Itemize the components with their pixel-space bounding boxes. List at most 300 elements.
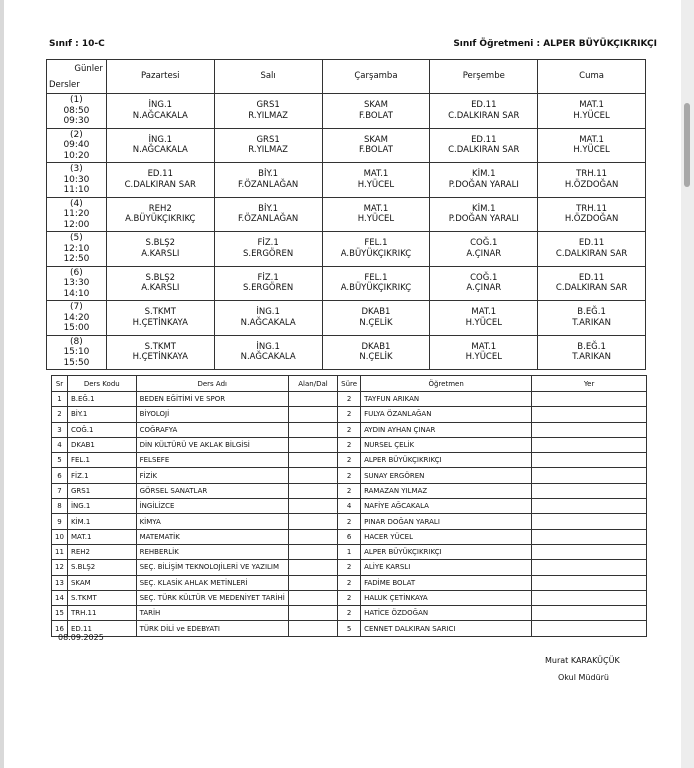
principal-name: Murat KARAKÜÇÜK	[545, 656, 620, 665]
lesson-cell	[538, 163, 646, 198]
schedule-row	[47, 94, 646, 129]
lesson-cell	[430, 335, 538, 370]
course-sr: 13	[52, 575, 68, 590]
lesson-cell	[538, 335, 646, 370]
course-name: BİYOLOJİ	[136, 407, 288, 422]
day-header-tuesday: Salı	[214, 60, 322, 94]
lesson-code: SKAM	[363, 134, 388, 145]
lesson-cell	[106, 301, 214, 336]
lesson-teacher: N.ÇELİK	[359, 317, 393, 328]
period-cell	[47, 197, 107, 232]
schedule-row	[47, 335, 646, 370]
lesson-cell	[322, 301, 430, 336]
course-name: BEDEN EĞİTİMİ VE SPOR	[136, 392, 288, 407]
period-number: (3)	[70, 164, 83, 174]
period-end: 09:30	[63, 116, 90, 126]
course-hours: 2	[338, 590, 361, 605]
table-row	[52, 392, 647, 407]
lesson-teacher: A.BÜYÜKÇIKRIKÇ	[125, 214, 196, 225]
course-teacher: CENNET DALKIRAN SARICI	[361, 621, 532, 636]
course-code: TRH.11	[67, 606, 136, 621]
schedule-row	[47, 301, 646, 336]
lesson-teacher: T.ARIKAN	[572, 317, 611, 328]
course-field	[288, 499, 337, 514]
lesson-cell	[322, 232, 430, 267]
course-place	[532, 392, 647, 407]
course-teacher: HACER YÜCEL	[361, 529, 532, 544]
class-label: Sınıf : 10-C	[49, 39, 105, 49]
table-row	[52, 422, 647, 437]
lesson-code: GRS1	[256, 100, 280, 111]
period-number: (6)	[70, 267, 83, 278]
schedule-row	[47, 232, 646, 267]
lesson-cell	[322, 128, 430, 163]
course-field	[288, 590, 337, 605]
course-field	[288, 407, 337, 422]
course-hours: 2	[338, 422, 361, 437]
lesson-teacher: H.YÜCEL	[465, 352, 502, 363]
lesson-cell	[430, 163, 538, 198]
period-end: 10:20	[63, 150, 90, 161]
lesson-teacher: A.BÜYÜKÇIKRIKÇ	[340, 248, 412, 259]
lessons-axis-label: Dersler	[49, 79, 80, 90]
period-start: 14:20	[63, 312, 90, 323]
lesson-teacher: A.KARSLI	[141, 283, 180, 294]
course-name: FELSEFE	[136, 453, 288, 468]
schedule-header-row	[47, 60, 646, 94]
lesson-code: İNG.1	[148, 100, 173, 111]
period-end: 15:50	[63, 357, 90, 368]
course-sr: 10	[52, 529, 68, 544]
course-code: FEL.1	[67, 453, 136, 468]
period-number: (7)	[70, 302, 83, 312]
lesson-code: COĞ.1	[470, 272, 498, 283]
course-sr: 6	[52, 468, 68, 483]
course-name: GÖRSEL SANATLAR	[136, 483, 288, 498]
course-sr: 2	[52, 407, 68, 422]
col-header-hours: Süre	[338, 376, 361, 392]
col-header-code: Ders Kodu	[67, 376, 136, 392]
lesson-code: REH2	[148, 203, 172, 214]
lesson-code: İNG.1	[148, 134, 173, 145]
course-sr: 4	[52, 437, 68, 452]
lesson-teacher: C.DALKIRAN SAR	[124, 179, 196, 190]
lesson-teacher: H.ÖZDOĞAN	[564, 179, 619, 190]
day-header-thursday: Perşembe	[430, 60, 538, 94]
course-sr: 1	[52, 392, 68, 407]
lesson-cell	[322, 163, 430, 198]
lesson-cell	[106, 335, 214, 370]
lesson-cell	[538, 197, 646, 232]
course-sr: 9	[52, 514, 68, 529]
course-hours: 2	[338, 453, 361, 468]
course-name: KİMYA	[136, 514, 288, 529]
course-hours: 5	[338, 621, 361, 636]
lesson-code: FİZ.1	[257, 272, 279, 283]
course-name: TARİH	[136, 606, 288, 621]
course-place	[532, 422, 647, 437]
course-sr: 5	[52, 453, 68, 468]
lesson-code: İNG.1	[256, 341, 280, 352]
table-row	[52, 453, 647, 468]
course-hours: 2	[338, 514, 361, 529]
course-teacher: TAYFUN ARIKAN	[361, 392, 532, 407]
lesson-code: İNG.1	[256, 307, 280, 318]
table-row	[52, 560, 647, 575]
lesson-teacher: H.ÖZDOĞAN	[564, 214, 619, 225]
course-code: GRS1	[67, 483, 136, 498]
lesson-teacher: N.AĞCAKALA	[132, 110, 188, 121]
table-row	[52, 621, 647, 636]
lesson-cell	[322, 335, 430, 370]
course-field	[288, 422, 337, 437]
course-place	[532, 499, 647, 514]
lesson-cell	[214, 197, 322, 232]
course-code: SKAM	[67, 575, 136, 590]
course-name: SEÇ. TÜRK KÜLTÜR VE MEDENİYET TARİHİ	[136, 590, 288, 605]
course-hours: 2	[338, 468, 361, 483]
table-row	[52, 437, 647, 452]
course-sr: 14	[52, 590, 68, 605]
course-place	[532, 468, 647, 483]
course-code: REH2	[67, 544, 136, 559]
lesson-code: MAT.1	[363, 203, 389, 214]
col-header-sr: Sr	[52, 376, 68, 392]
lesson-code: MAT.1	[471, 307, 497, 318]
course-name: SEÇ. KLASİK AHLAK METİNLERİ	[136, 575, 288, 590]
schedule-row	[47, 197, 646, 232]
course-teacher: ALİYE KARSLI	[361, 560, 532, 575]
period-number: (1)	[70, 95, 83, 105]
period-cell	[47, 232, 107, 267]
course-place	[532, 407, 647, 422]
lesson-teacher: N.ÇELİK	[359, 352, 393, 363]
lesson-cell	[322, 197, 430, 232]
course-list-table	[51, 375, 647, 637]
lesson-teacher: H.YÜCEL	[357, 214, 395, 225]
lesson-cell	[538, 94, 646, 129]
period-number: (8)	[70, 336, 83, 347]
lesson-cell	[106, 197, 214, 232]
course-place	[532, 483, 647, 498]
lesson-code: DKAB1	[361, 307, 391, 318]
lesson-cell	[538, 266, 646, 301]
lesson-cell	[430, 301, 538, 336]
period-number: (2)	[70, 129, 83, 140]
lesson-teacher: F.ÖZANLAĞAN	[237, 214, 299, 225]
period-cell	[47, 94, 107, 129]
lesson-cell	[538, 128, 646, 163]
lesson-cell	[214, 301, 322, 336]
lesson-cell	[430, 197, 538, 232]
course-field	[288, 621, 337, 636]
day-header-wednesday: Çarşamba	[322, 60, 430, 94]
table-row	[52, 499, 647, 514]
lesson-code: FEL.1	[364, 272, 388, 283]
course-code: FİZ.1	[67, 468, 136, 483]
period-start: 12:10	[63, 243, 90, 254]
course-hours: 2	[338, 483, 361, 498]
lesson-cell	[106, 163, 214, 198]
schedule-row	[47, 163, 646, 198]
course-place	[532, 560, 647, 575]
period-start: 15:10	[63, 347, 90, 357]
course-code: İNG.1	[67, 499, 136, 514]
course-code: BİY.1	[67, 407, 136, 422]
lesson-code: ED.11	[471, 134, 497, 145]
course-place	[532, 544, 647, 559]
course-sr: 7	[52, 483, 68, 498]
course-teacher: HATİCE ÖZDOĞAN	[361, 606, 532, 621]
course-place	[532, 575, 647, 590]
lesson-teacher: A.KARSLI	[141, 248, 180, 259]
lesson-code: S.BLŞ2	[145, 272, 176, 283]
lesson-teacher: C.DALKIRAN SAR	[448, 110, 520, 121]
course-hours: 1	[338, 544, 361, 559]
course-teacher: ALPER BÜYÜKÇIKRIKÇI	[361, 453, 532, 468]
lesson-code: MAT.1	[363, 169, 389, 180]
course-sr: 15	[52, 606, 68, 621]
table-row	[52, 483, 647, 498]
lesson-teacher: R.YILMAZ	[248, 145, 288, 156]
course-hours: 2	[338, 575, 361, 590]
lesson-teacher: C.DALKIRAN SAR	[448, 145, 520, 156]
course-hours: 2	[338, 437, 361, 452]
course-sr: 3	[52, 422, 68, 437]
lesson-cell	[214, 163, 322, 198]
lesson-cell	[106, 128, 214, 163]
course-place	[532, 606, 647, 621]
course-code: KİM.1	[67, 514, 136, 529]
course-field	[288, 560, 337, 575]
period-cell	[47, 266, 107, 301]
lesson-teacher: S.ERGÖREN	[242, 283, 294, 294]
lesson-teacher: R.YILMAZ	[248, 110, 288, 121]
course-teacher: FADİME BOLAT	[361, 575, 532, 590]
table-row	[52, 575, 647, 590]
lesson-code: MAT.1	[579, 100, 604, 111]
course-hours: 2	[338, 606, 361, 621]
lesson-cell	[106, 232, 214, 267]
lesson-cell	[430, 266, 538, 301]
lesson-teacher: P.DOĞAN YARALI	[448, 179, 519, 190]
course-name: DİN KÜLTÜRÜ VE AKLAK BİLGİSİ	[136, 437, 288, 452]
lesson-code: S.BLŞ2	[145, 238, 176, 249]
course-teacher: FULYA ÖZANLAĞAN	[361, 407, 532, 422]
course-teacher: NURSEL ÇELİK	[361, 437, 532, 452]
period-cell	[47, 301, 107, 336]
lesson-teacher: N.AĞCAKALA	[240, 352, 296, 363]
lesson-teacher: S.ERGÖREN	[242, 248, 294, 259]
lesson-teacher: T.ARIKAN	[572, 352, 611, 363]
course-hours: 4	[338, 499, 361, 514]
course-field	[288, 606, 337, 621]
course-place	[532, 514, 647, 529]
lesson-cell	[106, 94, 214, 129]
table-row	[52, 529, 647, 544]
period-end: 12:50	[63, 254, 90, 264]
lesson-cell	[430, 94, 538, 129]
lesson-cell	[214, 335, 322, 370]
course-teacher: AYDIN AYHAN ÇINAR	[361, 422, 532, 437]
period-cell	[47, 335, 107, 370]
course-place	[532, 590, 647, 605]
course-place	[532, 453, 647, 468]
lesson-teacher: F.BOLAT	[359, 110, 393, 121]
course-sr: 12	[52, 560, 68, 575]
course-field	[288, 575, 337, 590]
lesson-teacher: H.YÜCEL	[357, 179, 395, 190]
table-row	[52, 590, 647, 605]
course-sr: 8	[52, 499, 68, 514]
lesson-cell	[430, 232, 538, 267]
course-place	[532, 529, 647, 544]
lesson-code: ED.11	[147, 169, 173, 180]
course-code: S.TKMT	[67, 590, 136, 605]
schedule-corner-cell	[47, 60, 107, 94]
course-code: COĞ.1	[67, 422, 136, 437]
day-header-friday: Cuma	[538, 60, 646, 94]
lesson-code: DKAB1	[361, 341, 391, 352]
lesson-code: BİY.1	[258, 169, 279, 180]
lesson-teacher: H.YÜCEL	[465, 317, 502, 328]
period-start: 13:30	[63, 278, 90, 288]
lesson-cell	[322, 94, 430, 129]
course-code: ED.11	[67, 621, 136, 636]
col-header-name: Ders Adı	[136, 376, 288, 392]
course-field	[288, 468, 337, 483]
lesson-teacher: N.AĞCAKALA	[132, 145, 188, 156]
lesson-cell	[214, 94, 322, 129]
lesson-code: B.EĞ.1	[577, 307, 606, 318]
course-name: COĞRAFYA	[136, 422, 288, 437]
lesson-code: S.TKMT	[144, 341, 176, 352]
schedule-row	[47, 266, 646, 301]
period-end: 12:00	[63, 219, 90, 230]
table-row	[52, 514, 647, 529]
course-teacher: ALPER BÜYÜKÇIKRIKÇI	[361, 544, 532, 559]
course-place	[532, 437, 647, 452]
table-row	[52, 606, 647, 621]
table-row	[52, 407, 647, 422]
col-header-teacher: Öğretmen	[361, 376, 532, 392]
course-place	[532, 621, 647, 636]
course-teacher: HALUK ÇETİNKAYA	[361, 590, 532, 605]
lesson-code: B.EĞ.1	[577, 341, 606, 352]
lesson-code: FİZ.1	[257, 238, 279, 249]
course-name: REHBERLİK	[136, 544, 288, 559]
period-start: 10:30	[63, 174, 90, 185]
lesson-cell	[430, 128, 538, 163]
course-field	[288, 483, 337, 498]
lesson-code: MAT.1	[471, 341, 497, 352]
lesson-cell	[538, 232, 646, 267]
course-code: MAT.1	[67, 529, 136, 544]
lesson-cell	[538, 301, 646, 336]
course-teacher: PINAR DOĞAN YARALI	[361, 514, 532, 529]
lesson-code: GRS1	[256, 134, 280, 145]
lesson-teacher: H.ÇETİNKAYA	[132, 352, 188, 363]
lesson-code: KİM.1	[472, 169, 496, 180]
lesson-teacher: A.ÇINAR	[466, 248, 502, 259]
course-sr: 11	[52, 544, 68, 559]
lesson-cell	[322, 266, 430, 301]
lesson-code: ED.11	[578, 238, 605, 249]
course-name: TÜRK DİLİ ve EDEBYATI	[136, 621, 288, 636]
period-end: 15:00	[63, 323, 90, 333]
course-code: S.BLŞ2	[67, 560, 136, 575]
lesson-teacher: N.AĞCAKALA	[240, 317, 296, 328]
lesson-teacher: F.BOLAT	[359, 145, 393, 156]
course-name: İNGİLİZCE	[136, 499, 288, 514]
lesson-cell	[106, 266, 214, 301]
period-number: (4)	[70, 198, 83, 209]
col-header-field: Alan/Dal	[288, 376, 337, 392]
course-field	[288, 514, 337, 529]
lesson-teacher: H.ÇETİNKAYA	[132, 317, 188, 328]
period-start: 11:20	[63, 209, 90, 219]
lesson-code: S.TKMT	[144, 307, 176, 318]
lesson-teacher: A.BÜYÜKÇIKRIKÇ	[340, 283, 412, 294]
day-header-monday: Pazartesi	[106, 60, 214, 94]
course-field	[288, 437, 337, 452]
lesson-code: MAT.1	[579, 134, 604, 145]
lesson-teacher: C.DALKIRAN SAR	[555, 248, 628, 259]
course-field	[288, 529, 337, 544]
col-header-place: Yer	[532, 376, 647, 392]
lesson-teacher: H.YÜCEL	[573, 110, 610, 121]
course-hours: 2	[338, 560, 361, 575]
course-hours: 2	[338, 392, 361, 407]
course-sr: 16	[52, 621, 68, 636]
period-start: 08:50	[63, 105, 90, 116]
course-teacher: RAMAZAN YILMAZ	[361, 483, 532, 498]
lesson-teacher: C.DALKIRAN SAR	[555, 283, 628, 294]
lesson-teacher: A.ÇINAR	[466, 283, 502, 294]
course-hours: 2	[338, 407, 361, 422]
lesson-code: TRH.11	[576, 203, 608, 214]
course-header-row	[52, 376, 647, 392]
lesson-code: ED.11	[578, 272, 605, 283]
course-name: FİZİK	[136, 468, 288, 483]
period-start: 09:40	[63, 140, 90, 150]
class-teacher-label: Sınıf Öğretmeni : ALPER BÜYÜKÇIKRIKÇI	[453, 39, 657, 49]
course-field	[288, 453, 337, 468]
course-field	[288, 544, 337, 559]
lesson-cell	[214, 232, 322, 267]
lesson-cell	[214, 266, 322, 301]
table-row	[52, 468, 647, 483]
table-row	[52, 544, 647, 559]
period-end: 14:10	[63, 288, 90, 299]
lesson-code: TRH.11	[576, 169, 608, 180]
schedule-row	[47, 128, 646, 163]
lesson-teacher: F.ÖZANLAĞAN	[237, 179, 299, 190]
course-name: MATEMATİK	[136, 529, 288, 544]
period-number: (5)	[70, 233, 83, 243]
vertical-scrollbar-thumb[interactable]	[684, 103, 690, 187]
period-cell	[47, 163, 107, 198]
course-teacher: NAFİYE AĞCAKALA	[361, 499, 532, 514]
period-cell	[47, 128, 107, 163]
lesson-code: BİY.1	[258, 203, 279, 214]
days-axis-label: Günler	[74, 64, 103, 74]
lesson-cell	[214, 128, 322, 163]
print-date: 08.09.2025	[58, 633, 104, 642]
lesson-teacher: H.YÜCEL	[573, 145, 610, 156]
principal-title: Okul Müdürü	[558, 673, 609, 682]
lesson-code: ED.11	[471, 100, 497, 111]
